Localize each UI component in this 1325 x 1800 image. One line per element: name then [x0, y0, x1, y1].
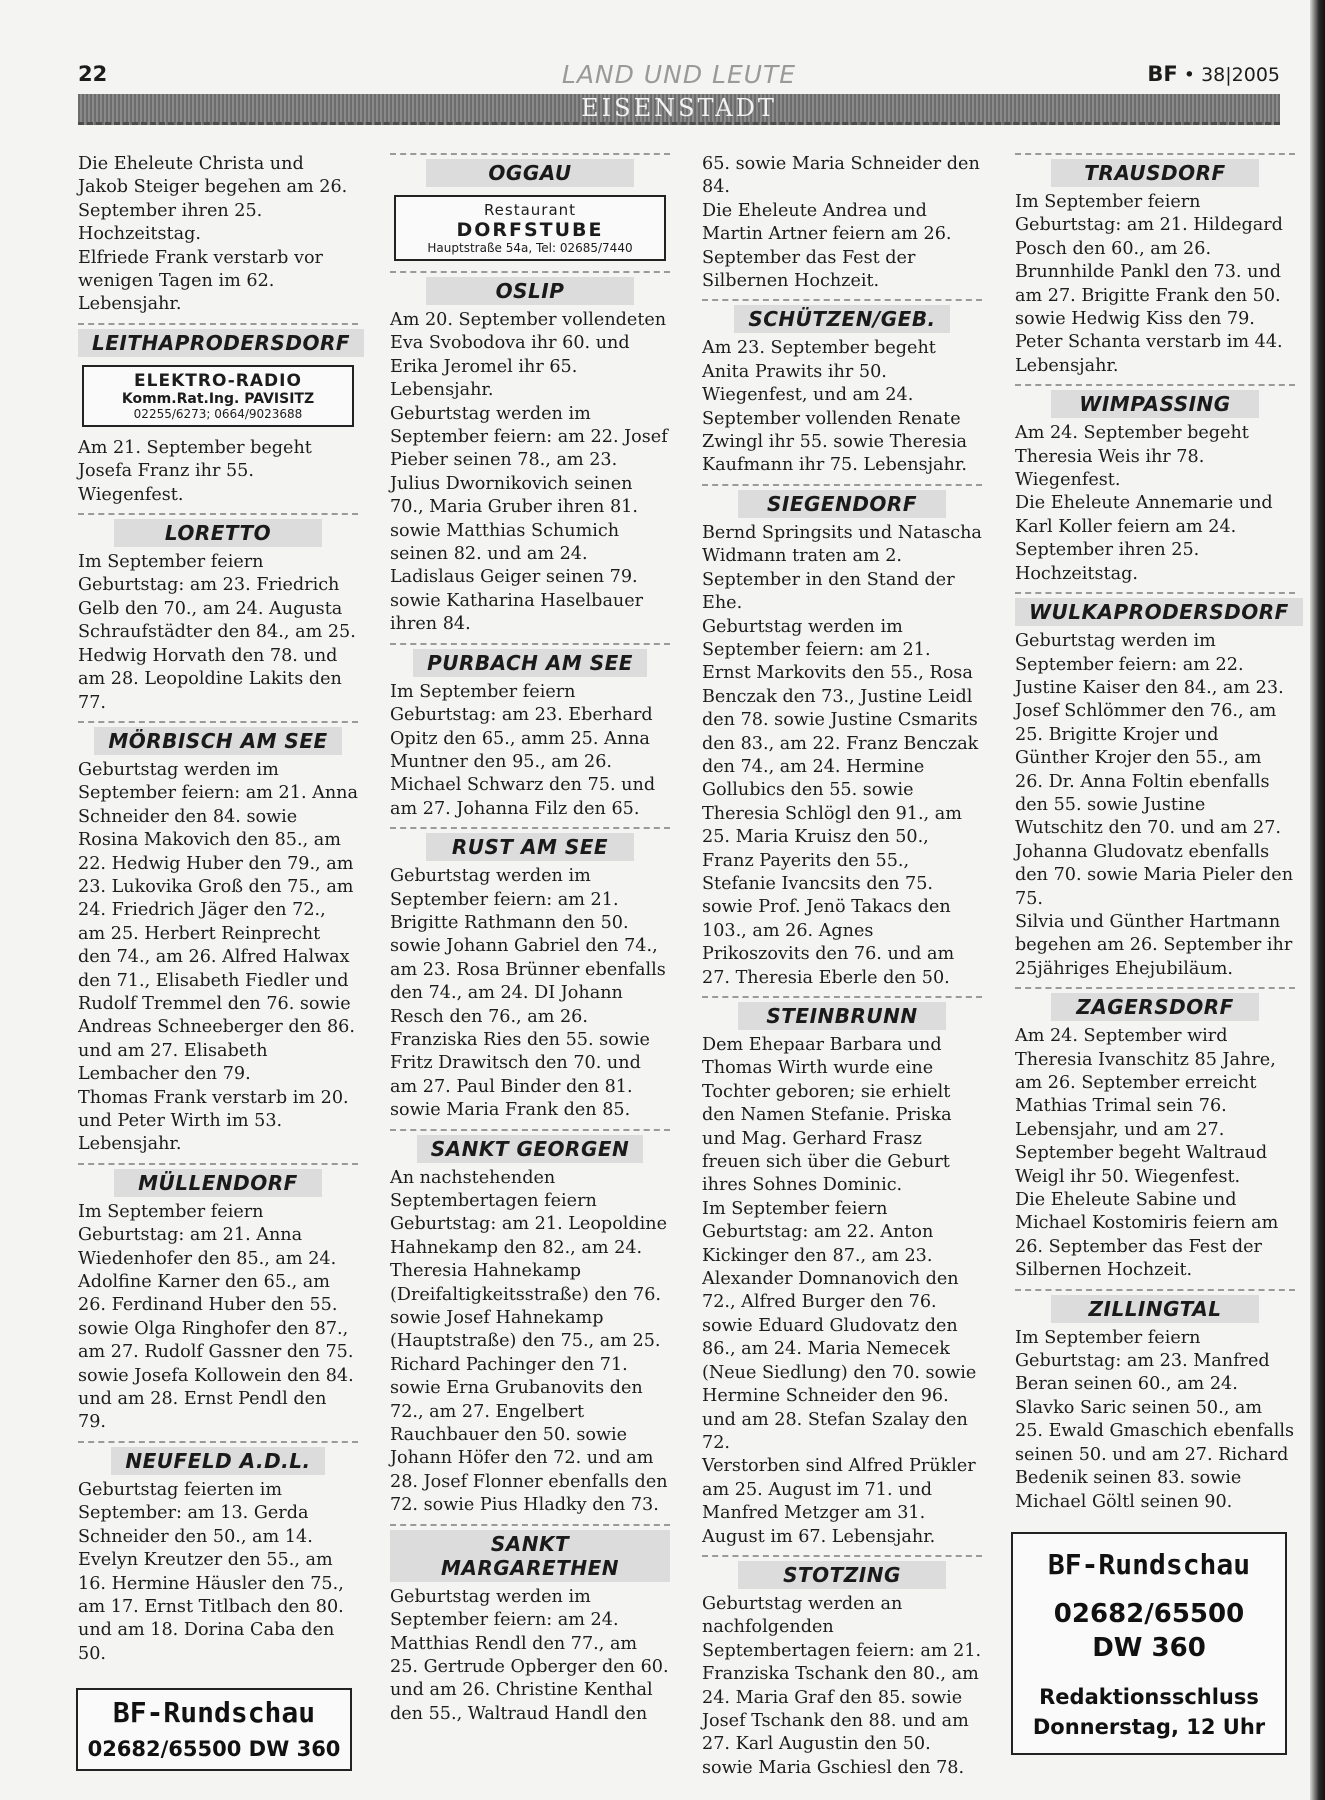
article-text: Geburtstag werden im September feiern: am 21. Anna Schneider den 84. sowie Rosina Makovich den 85., am 22. Hedwig Huber den 79., am 23. Lukovika Groß den 75., am 24. Friedrich Jäger den 72., am 25. Herbert Reinprecht den 74., am 26. Alfred Halwax den 71., Elisabeth Fiedler und Rudolf Tremmel den 76. sowie Andreas Schneeberger den 86. und am 27. Elisabeth Lembacher den 79. Thomas Frank verstarb im 20. und Peter Wirth im 53. Lebensjahr. [78, 759, 358, 1155]
article-text: Am 24. September wird Theresia Ivanschitz 85 Jahre, am 26. September erreicht Mathias Trimal sein 76. Lebensjahr, und am 27. September begeht Waltraud Weigl ihr 50. Wiegenfest. Die Eheleute Sabine und Michael Kostomiris feiern am 26. September das Fest der Silbernen Hochzeit. [1015, 1026, 1279, 1281]
heading-oslip: OSLIP [390, 271, 670, 305]
heading-zagersdorf: ZAGERSDORF [1015, 987, 1295, 1021]
box-phone: 02682/65500 [1053, 1598, 1245, 1629]
article-text: Bernd Springsits und Natascha Widmann traten am 2. September in den Stand der Ehe. Geburtstag werden im September feiern: am 21. Ernst Markovits den 55., Rosa Benczak den 73., Justine Leidl den 78. sowie Justine Csmarits den 83., am 22. Franz Benczak den 74., am 24. Hermine Gollubics den 55. sowie Theresia Schlögl den 91., am 25. Maria Kruisz den 50., Franz Payerits den 55., Stefanie Ivancsits den 75. sowie Prof. Jenö Takacs den 103., am 26. Agnes Prikoszovits den 76. und am 27. Theresia Eberle den 50. [702, 522, 982, 988]
ad-owner: Komm.Rat.Ing. PAVISITZ [121, 390, 315, 407]
heading-sanktmargarethen: SANKT MARGARETHEN [390, 1524, 670, 1582]
heading-schuetzen: SCHÜTZEN/GEB. [702, 299, 982, 333]
article-text: Am 20. September vollendeten Eva Svobodova ihr 60. und Erika Jeromel ihr 65. Lebensjahr. Geburtstag werden im September feiern: am 22. Josef Pieber seinen 78., am 23. Julius Dwornikovich seinen 70., Maria Gruber ihren 81. sowie Matthias Schumich seinen 82. und am 24. Ladislaus Geiger seinen 79. sowie Katharina Haselbauer ihren 84. [390, 310, 668, 635]
heading-stotzing: STOTZING [702, 1555, 982, 1589]
article-text: Im September feiern Geburtstag: am 21. Hildegard Posch den 60., am 26. Brunnhilde Pankl den 73. und am 27. Brigitte Frank den 50. sowie Hedwig Kiss den 79. Peter Schanta verstarb im 44. Lebensjahr. [1015, 192, 1283, 376]
page-edge-shadow [1310, 0, 1325, 1800]
ad-top: Restaurant [483, 201, 577, 219]
ad-dorfstube [394, 195, 666, 261]
heading-sanktgeorgen: SANKT GEORGEN [390, 1129, 670, 1163]
page-header [78, 58, 1280, 88]
issue-label: BF • 38|2005 [1147, 62, 1280, 86]
box-title: BF-Rundschau [112, 1696, 316, 1730]
ad-name: DORFSTUBE [456, 219, 604, 241]
deadline-label: Redaktionsschluss [1039, 1684, 1259, 1709]
article-text: Geburtstag feierten im September: am 13. Gerda Schneider den 50., am 14. Evelyn Kreutzer den 55., am 16. Hermine Häusler den 75., am 17. Ernst Titlbach den 80. und am 18. Dorina Caba den 50. [78, 1479, 344, 1664]
region-banner [78, 94, 1280, 125]
ad-phone: 02255/6273; 0664/9023688 [133, 406, 303, 421]
column-2 [390, 153, 670, 1726]
heading-muellendorf: MÜLLENDORF [78, 1163, 358, 1197]
heading-steinbrunn: STEINBRUNN [702, 996, 982, 1030]
article-text: Dem Ehepaar Barbara und Thomas Wirth wurde eine Tochter geboren; sie erhielt den Namen Stefanie. Priska und Mag. Gerhard Frasz freuen sich über die Geburt ihres Sohnes Dominic. Im September feiern Geburtstag: am 22. Anton Kickinger den 87., am 23. Alexander Domnanovich den 72., Alfred Burger den 76. sowie Eduard Gludovatz den 86., am 24. Maria Nemecek (Neue Siedlung) den 70. sowie Hermine Schneider den 96. und am 28. Stefan Szalay den 72. Verstorben sind Alfred Prükler am 25. August im 71. und Manfred Metzger am 31. August im 67. Lebensjahr. [702, 1035, 977, 1547]
article-text: Im September feiern Geburtstag: am 23. Manfred Beran seinen 60., am 24. Slavko Saric seinen 50., am 25. Ewald Gmaschich ebenfalls seinen 50. und am 27. Richard Bedenik seinen 83. sowie Michael Göltl seinen 90. [1015, 1327, 1294, 1512]
heading-leithaprodersdorf: LEITHAPRODERSDORF [78, 323, 358, 357]
article-text: Am 23. September begeht Anita Prawits ihr 50. Wiegenfest, und am 24. September vollenden Renate Zwingl ihr 55. sowie Theresia Kaufmann ihr 75. Lebensjahr. [702, 338, 968, 476]
heading-wimpassing: WIMPASSING [1015, 384, 1295, 418]
ad-name: ELEKTRO-RADIO [134, 370, 302, 391]
box-title: BF-Rundschau [1047, 1547, 1251, 1581]
column-3 [702, 153, 982, 1780]
heading-loretto: LORETTO [78, 513, 358, 547]
ad-elektro-radio [82, 365, 354, 427]
ad-address: Hauptstraße 54a, Tel: 02685/7440 [427, 241, 633, 255]
heading-zillingtal: ZILLINGTAL [1015, 1289, 1295, 1323]
article-text: Im September feiern Geburtstag: am 21. Anna Wiedenhofer den 85., am 24. Adolfine Karner den 65., am 26. Ferdinand Huber den 55. sowie Olga Ringhofer den 87., am 27. Rudolf Gassner den 75. sowie Josefa Kollowein den 84. und am 28. Ernst Pendl den 79. [78, 1201, 354, 1433]
brand-label: BF [1147, 62, 1178, 86]
heading-rust: RUST AM SEE [390, 827, 670, 861]
column-1 [78, 153, 358, 1771]
bf-rundschau-deadline-box [1011, 1532, 1287, 1755]
box-extension: DW 360 [1092, 1632, 1206, 1663]
heading-trausdorf: TRAUSDORF [1015, 153, 1295, 187]
column-4 [1015, 153, 1295, 1755]
region-title: EISENSTADT [581, 94, 777, 122]
article-text: Im September feiern Geburtstag: am 23. Eberhard Opitz den 65., amm 25. Anna Muntner den 95., am 26. Michael Schwarz den 75. und am 27. Johanna Filz den 65. [390, 681, 656, 819]
bf-rundschau-box [76, 1688, 352, 1771]
article-text: Am 24. September begeht Theresia Weis ihr 78. Wiegenfest. Die Eheleute Annemarie und Karl Koller feiern am 24. September ihren 25. Hochzeitstag. [1015, 423, 1273, 584]
deadline-day: Donnerstag, 12 Uhr [1032, 1714, 1266, 1739]
page-number: 22 [78, 62, 108, 86]
article-text: Geburtstag werden im September feiern: am 22. Justine Kaiser den 84., am 23. Josef Schlömmer den 76., am 25. Brigitte Krojer und Günther Krojer den 55., am 26. Dr. Anna Foltin ebenfalls den 55. sowie Justine Wutschitz den 70. und am 27. Johanna Gludovatz ebenfalls den 70. sowie Maria Pieler den 75. Silvia und Günther Hartmann begehen am 26. September ihr 25jähriges Ehejubiläum. [1015, 631, 1294, 979]
heading-neufeld: NEUFELD A.D.L. [78, 1441, 358, 1475]
heading-oggau: OGGAU [390, 153, 670, 187]
article-text: An nachstehenden Septembertagen feiern Geburtstag: am 21. Leopoldine Hahnekamp den 82., am 24. Theresia Hahnekamp (Dreifaltigkeitsstraße) den 76. sowie Josef Hahnekamp (Hauptstraße) den 75., am 25. Richard Pachinger den 71. sowie Erna Grubanovits den 72., am 27. Engelbert Rauchbauer den 50. sowie Johann Höfer den 72. und am 28. Josef Flonner ebenfalls den 72. sowie Pius Hladky den 73. [390, 1167, 668, 1516]
heading-purbach: PURBACH AM SEE [390, 643, 670, 677]
article-text: Am 21. September begeht Josefa Franz ihr 55. Wiegenfest. [78, 437, 312, 505]
article-text: Geburtstag werden im September feiern: am 21. Brigitte Rathmann den 50. sowie Johann Gabriel den 74., am 23. Rosa Brünner ebenfalls den 74., am 24. DI Johann Resch den 76., am 26. Franziska Ries den 55. sowie Fritz Drawitsch den 70. und am 27. Paul Binder den 81. sowie Maria Frank den 85. [390, 866, 666, 1121]
heading-siegendorf: SIEGENDORF [702, 484, 982, 518]
article-text: Im September feiern Geburtstag: am 23. Friedrich Gelb den 70., am 24. Augusta Schraufstädter den 84., am 25. Hedwig Horvath den 78. und am 28. Leopoldine Lakits den 77. [78, 552, 356, 713]
section-title: LAND UND LEUTE [561, 60, 797, 89]
article-text: Geburtstag werden an nachfolgenden Septembertagen feiern: am 21. Franziska Tschank den 80., am 24. Maria Graf den 85. sowie Josef Tschank den 88. und am 27. Karl Augustin den 50. sowie Maria Gschiesl den 78. [702, 1593, 982, 1778]
heading-wulkaprodersdorf: WULKAPRODERSDORF [1015, 592, 1295, 626]
box-phone: 02682/65500 DW 360 [87, 1737, 341, 1762]
heading-moerbisch: MÖRBISCH AM SEE [78, 721, 358, 755]
article-text: Die Eheleute Christa und Jakob Steiger begehen am 26. September ihren 25. Hochzeitstag. Elfriede Frank verstarb vor wenigen Tagen im 62. Lebensjahr. [78, 154, 348, 315]
article-text: 65. sowie Maria Schneider den 84. Die Eheleute Andrea und Martin Artner feiern am 26. September das Fest der Silbernen Hochzeit. [702, 154, 980, 292]
issue-number: 38|2005 [1201, 64, 1280, 86]
article-text: Geburtstag werden im September feiern: am 24. Matthias Rendl den 77., am 25. Gertrude Opberger den 60. und am 26. Christine Kenthal den 55., Waltraud Handl den [390, 1586, 669, 1724]
